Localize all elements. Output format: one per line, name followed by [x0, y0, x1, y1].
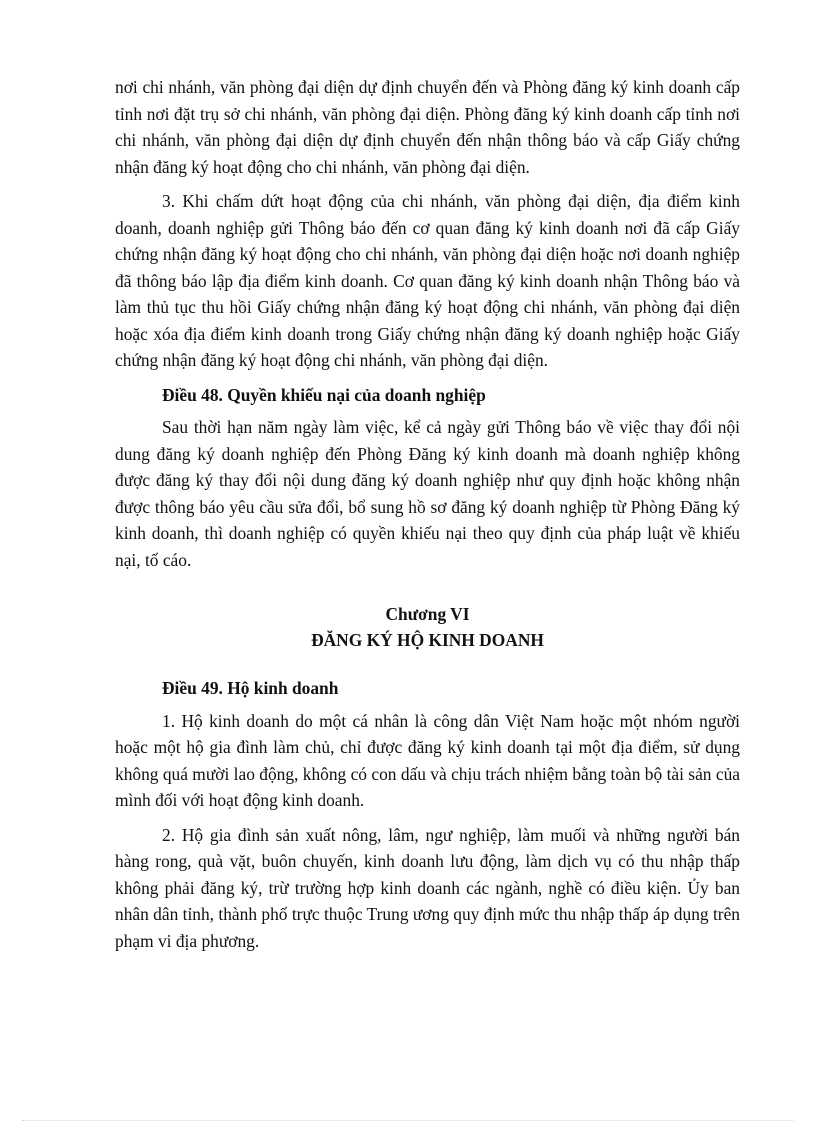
article-48-body: Sau thời hạn năm ngày làm việc, kể cả ngày gửi Thông báo về việc thay đổi nội dung đăng ký doanh nghiệp đến Phòng Đăng ký kinh doanh mà doanh nghiệp không được đăng ký thay đổi nội dung đăng ký doanh nghiệp như quy định hoặc không nhận được thông báo yêu cầu sửa đổi, bổ sung hồ sơ đăng ký doanh nghiệp từ Phòng Đăng ký kinh doanh, thì doanh nghiệp có quyền khiếu nại theo quy định của pháp luật về khiếu nại, tố cáo. [115, 417, 740, 570]
document-page [115, 74, 740, 962]
article-49-heading: Điều 49. Hộ kinh doanh [162, 678, 339, 698]
article-49-clause-2: 2. Hộ gia đình sản xuất nông, lâm, ngư nghiệp, làm muối và những người bán hàng rong, quà vặt, buôn chuyến, kinh doanh lưu động, làm dịch vụ có thu nhập thấp không phải đăng ký, trừ trường hợp kinh doanh các ngành, nghề có điều kiện. Ủy ban nhân dân tỉnh, thành phố trực thuộc Trung ương quy định mức thu nhập thấp áp dụng trên phạm vi địa phương. [115, 824, 740, 951]
clause-3-paragraph: 3. Khi chấm dứt hoạt động của chi nhánh, văn phòng đại diện, địa điểm kinh doanh, doanh nghiệp gửi Thông báo đến cơ quan đăng ký kinh doanh nơi đã cấp Giấy chứng nhận đăng ký hoạt động cho chi nhánh, văn phòng đại diện hoặc nơi doanh nghiệp đã thông báo lập địa điểm kinh doanh. Cơ quan đăng ký kinh doanh nhận Thông báo và làm thủ tục thu hồi Giấy chứng nhận đăng ký hoạt động chi nhánh, văn phòng đại diện hoặc xóa địa điểm kinh doanh trong Giấy chứng nhận đăng ký doanh nghiệp hoặc Giấy chứng nhận đăng ký hoạt động chi nhánh, văn phòng đại diện. [115, 191, 740, 370]
chapter-title: ĐĂNG KÝ HỘ KINH DOANH [311, 630, 544, 650]
article-49-clause-1: 1. Hộ kinh doanh do một cá nhân là công dân Việt Nam hoặc một nhóm người hoặc một hộ gia đình làm chủ, chỉ được đăng ký kinh doanh tại một địa điểm, sử dụng không quá mười lao động, không có con dấu và chịu trách nhiệm bằng toàn bộ tài sản của mình đối với hoạt động kinh doanh. [115, 710, 740, 810]
article-48-heading: Điều 48. Quyền khiếu nại của doanh nghiệp [162, 384, 486, 405]
continuation-paragraph: nơi chi nhánh, văn phòng đại diện dự định chuyển đến và Phòng đăng ký kinh doanh cấp tỉnh nơi đặt trụ sở chi nhánh, văn phòng đại diện. Phòng đăng ký kinh doanh cấp tỉnh nơi chi nhánh, văn phòng đại diện dự định chuyển đến nhận thông báo và cấp Giấy chứng nhận đăng ký hoạt động cho chi nhánh, văn phòng đại diện. [115, 77, 740, 177]
page-bottom-divider [22, 1120, 794, 1121]
chapter-number: Chương VI [385, 604, 470, 624]
